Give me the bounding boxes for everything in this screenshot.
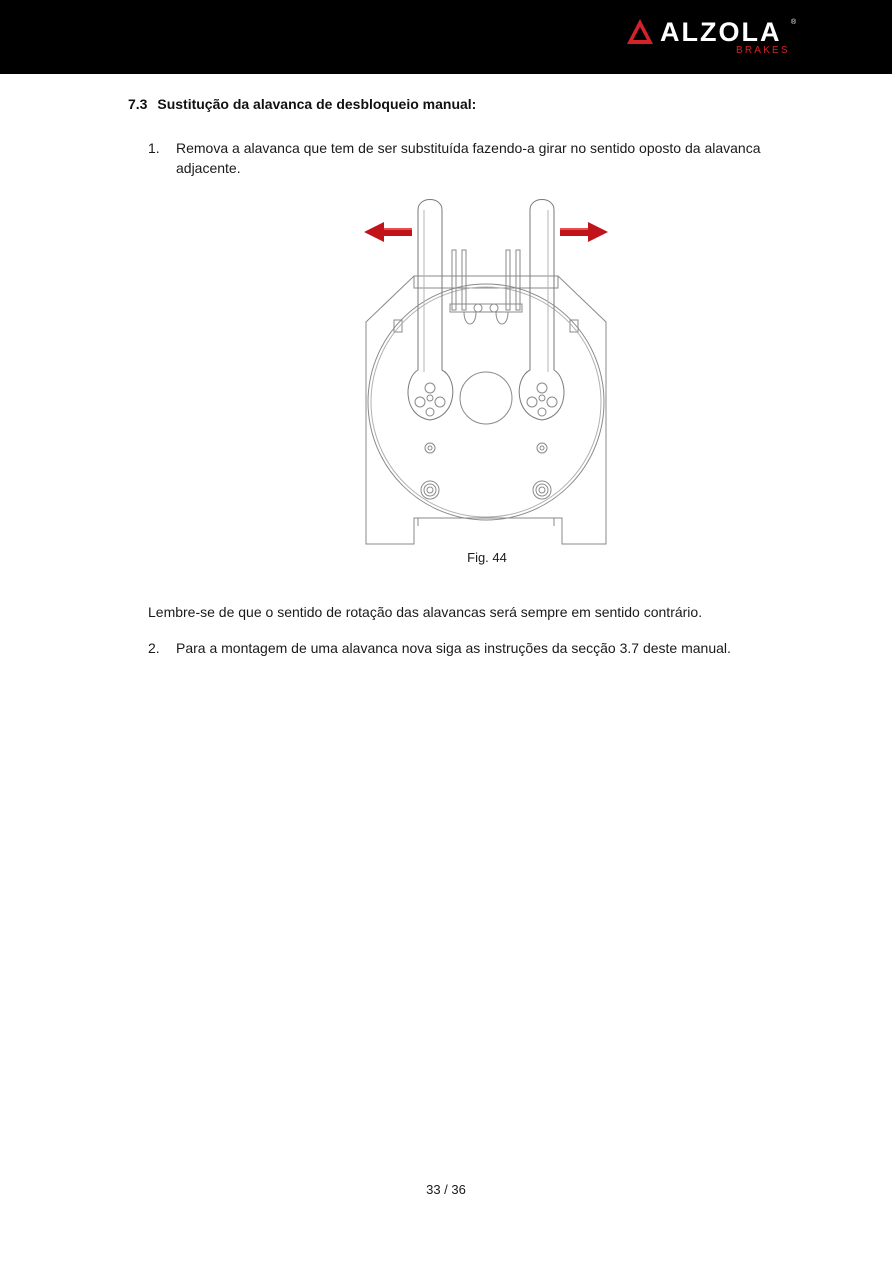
logo-triangle-icon [626,18,654,46]
note-paragraph: Lembre-se de que o sentido de rotação das alavancas será sempre em sentido contrário. [148,604,703,620]
housing-outline [366,276,606,544]
registered-mark: ® [791,19,797,26]
brake-disc [368,284,604,520]
list-text: Remova a alavanca que tem de ser substituída fazendo-a girar no sentido oposto da alavanca adjacente. [176,140,761,176]
left-arrow-icon [364,222,412,242]
page-number: 33 / 36 [426,1182,466,1197]
list-text: Para a montagem de uma alavanca nova siga as instruções da secção 3.7 deste manual. [176,640,731,656]
left-lever [408,200,453,421]
centre-bore [460,372,512,424]
logo-wordmark: ALZOLA [660,17,782,47]
list-number: 1. [148,140,160,156]
right-arrow-icon [560,222,608,242]
alzola-logo [626,16,801,58]
figure-caption: Fig. 44 [467,550,507,565]
section-heading [128,96,476,112]
brake-lever-figure [354,192,618,552]
section-number: 7.3 [128,96,148,112]
list-number: 2. [148,640,160,656]
header-bar [0,0,892,74]
right-lever [519,200,564,421]
logo-subtitle: BRAKES [736,45,790,56]
section-title: Sustitução da alavanca de desbloqueio manual: [157,96,477,112]
